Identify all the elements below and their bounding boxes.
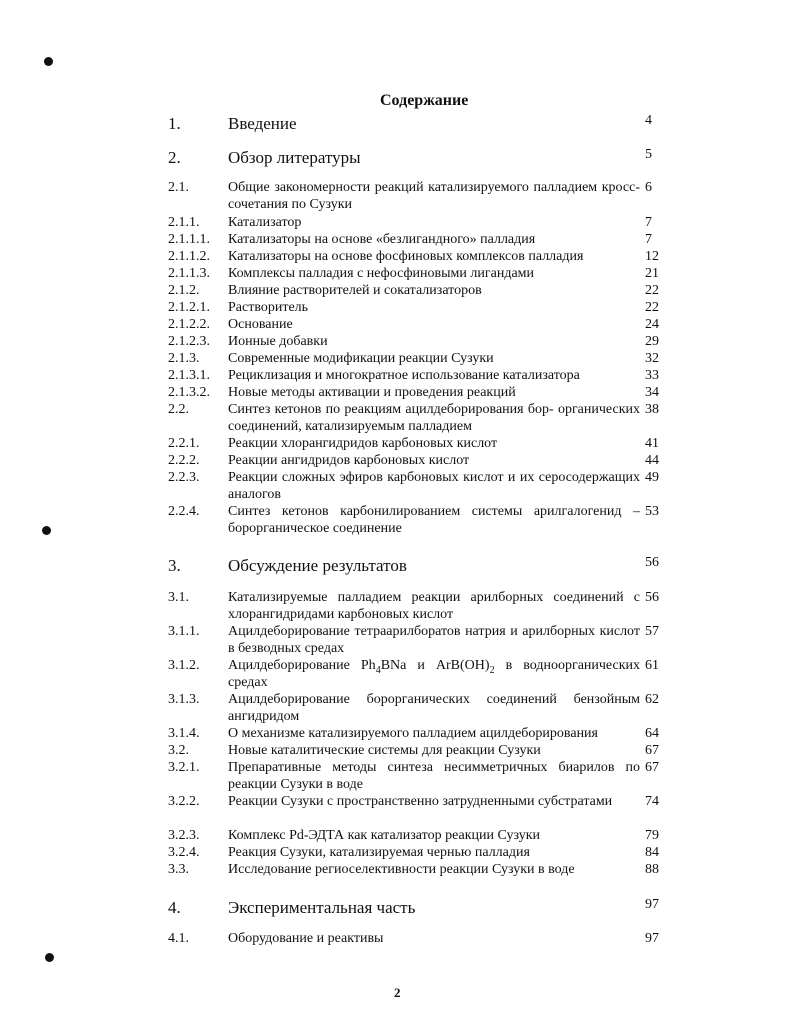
toc-entry-page: 6 [645, 180, 652, 195]
toc-entry-number: 2.1.3. [168, 351, 200, 366]
toc-entry-title: Введение [228, 114, 297, 133]
toc-entry-title: Обсуждение результатов [228, 556, 407, 575]
toc-entry-page: 64 [645, 726, 659, 741]
toc-entry-number: 2.2. [168, 402, 189, 417]
toc-entry-title: Реакции ангидридов карбоновых кислот [228, 453, 470, 468]
toc-entry-page: 22 [645, 300, 659, 315]
toc-entry-number: 2.1.1. [168, 215, 200, 230]
toc-entry-number: 2.1.1.1. [168, 232, 210, 247]
toc-entry-number: 3.2.1. [168, 760, 200, 775]
toc-entry-number: 2.2.1. [168, 436, 200, 451]
toc-entry-number: 3.1.4. [168, 726, 200, 741]
toc-entry-number: 2.1.1.3. [168, 266, 210, 281]
toc-entry-title: Синтез кетонов карбонилированием системы арилгалогенид – борорганическое соединение [228, 504, 640, 536]
toc-entry-page: 41 [645, 436, 659, 451]
toc-entry-number: 2.1.2.2. [168, 317, 210, 332]
toc-entry-title: Реакции сложных эфиров карбоновых кислот и их серосодержащих аналогов [228, 470, 640, 502]
toc-entry-page: 84 [645, 845, 659, 860]
toc-entry-number: 3.2. [168, 743, 189, 758]
toc-entry-number: 2.1.2. [168, 283, 200, 298]
toc-entry-title: Препаративные методы синтеза несимметричных биарилов по реакции Сузуки в воде [228, 760, 640, 792]
toc-entry-title: О механизме катализируемого палладием ацилдеборирования [228, 726, 598, 741]
toc-entry-title: Ацилдеборирование борорганических соединений бензойным ангидридом [228, 692, 640, 724]
toc-entry-page: 44 [645, 453, 659, 468]
toc-entry-page: 56 [645, 555, 659, 570]
toc-entry-number: 3.1.1. [168, 624, 200, 639]
toc-entry-page: 34 [645, 385, 659, 400]
page-number: 2 [394, 985, 401, 1000]
toc-entry-number: 3.2.3. [168, 828, 200, 843]
toc-entry-title: Основание [228, 317, 293, 332]
toc-entry-page: 57 [645, 624, 659, 639]
toc-entry-number: 2.1.1.2. [168, 249, 210, 264]
toc-entry-page: 97 [645, 931, 659, 946]
subscript: 4 [375, 664, 381, 676]
toc-entry-title: Ацилдеборирование тетраарилборатов натрия и арилборных кислот в безводных средах [228, 624, 640, 656]
toc-entry-title: Влияние растворителей и сокатализаторов [228, 283, 482, 298]
subscript: 2 [489, 664, 495, 676]
toc-entry-number: 3.3. [168, 862, 189, 877]
title-part: BNa и ArB(OH) [380, 658, 490, 673]
title-part: в водноорганических средах [228, 658, 641, 690]
toc-entry-number: 3.1.3. [168, 692, 200, 707]
toc-entry-title: Общие закономерности реакций катализируемого палладием кросс- сочетания по Сузуки [228, 180, 640, 212]
toc-entry-title: Комплексы палладия с нефосфиновыми лигандами [228, 266, 535, 281]
toc-entry-page: 24 [645, 317, 659, 332]
toc-entry-page: 49 [645, 470, 659, 485]
toc-entry-title: Экспериментальная часть [228, 898, 416, 917]
toc-entry-number: 2.1.3.2. [168, 385, 210, 400]
toc-entry-page: 22 [645, 283, 659, 298]
toc-entry-title: Реакции хлорангидридов карбоновых кислот [228, 436, 498, 451]
toc-entry-number: 3.1.2. [168, 658, 200, 673]
toc-entry-page: 33 [645, 368, 659, 383]
toc-entry-page: 7 [645, 215, 652, 230]
toc-entry-title: Новые каталитические системы для реакции Сузуки [228, 743, 541, 758]
toc-entry-title: Синтез кетонов по реакциям ацилдеборирования бор- органических соединений, катализируемым палладием [228, 402, 640, 434]
toc-entry-page: 53 [645, 504, 659, 519]
toc-entry-number: 2.1. [168, 180, 189, 195]
toc-entry-number: 4.1. [168, 931, 189, 946]
toc-entry-page: 74 [645, 794, 659, 809]
toc-entry-number: 2.1.2.3. [168, 334, 210, 349]
toc-entry-page: 12 [645, 249, 659, 264]
toc-entry-page: 97 [645, 897, 659, 912]
toc-entry-page: 32 [645, 351, 659, 366]
toc-entry-number: 2.1.3.1. [168, 368, 210, 383]
toc-entry-page: 67 [645, 760, 659, 775]
toc-entry-title [228, 658, 640, 692]
toc-entry-title: Катализируемые палладием реакции арилборных соединений с хлорангидридами карбоновых кислот [228, 590, 640, 622]
toc-entry-number: 2.2.3. [168, 470, 200, 485]
toc-entry-title: Растворитель [228, 300, 309, 315]
toc-entry-title: Ионные добавки [228, 334, 328, 349]
toc-entry-number: 3.2.2. [168, 794, 200, 809]
toc-entry-title: Катализатор [228, 215, 302, 230]
toc-entry-title: Катализаторы на основе «безлигандного» палладия [228, 232, 536, 247]
toc-entry-number: 4. [168, 898, 181, 917]
toc-entry-title: Обзор литературы [228, 148, 361, 167]
toc-entry-title: Катализаторы на основе фосфиновых комплексов палладия [228, 249, 584, 264]
toc-entry-number: 2.1.2.1. [168, 300, 210, 315]
toc-entry-title: Рециклизация и многократное использование катализатора [228, 368, 580, 383]
toc-entry-number: 2.2.4. [168, 504, 200, 519]
toc-entry-title: Новые методы активации и проведения реакций [228, 385, 516, 400]
toc-entry-number: 3.1. [168, 590, 189, 605]
toc-entry-title: Оборудование и реактивы [228, 931, 384, 946]
toc-entry-title: Реакции Сузуки с пространственно затрудненными субстратами [228, 794, 613, 809]
toc-entry-page: 7 [645, 232, 652, 247]
toc-entry-number: 3.2.4. [168, 845, 200, 860]
toc-entry-page: 61 [645, 658, 659, 673]
toc-entry-number: 1. [168, 114, 181, 133]
toc-entry-number: 2. [168, 148, 181, 167]
toc-entry-page: 88 [645, 862, 659, 877]
toc-entry-page: 29 [645, 334, 659, 349]
toc-entry-page: 21 [645, 266, 659, 281]
toc-entry-title: Исследование региоселективности реакции Сузуки в воде [228, 862, 575, 877]
toc-entry-page: 56 [645, 590, 659, 605]
title-part: Ацилдеборирование Ph [228, 658, 376, 673]
toc-entry-page: 67 [645, 743, 659, 758]
toc-entry-title: Современные модификации реакции Сузуки [228, 351, 494, 366]
toc-entry-page: 4 [645, 113, 652, 128]
page-title: Содержание [380, 92, 469, 109]
toc-entry-page: 62 [645, 692, 659, 707]
toc-entry-page: 79 [645, 828, 659, 843]
toc-entry-title: Реакция Сузуки, катализируемая чернью палладия [228, 845, 530, 860]
toc-entry-number: 3. [168, 556, 181, 575]
toc-entry-page: 5 [645, 147, 652, 162]
toc-entry-page: 38 [645, 402, 659, 417]
toc-entry-number: 2.2.2. [168, 453, 200, 468]
toc-entry-title: Комплекс Pd-ЭДТА как катализатор реакции Сузуки [228, 828, 540, 843]
